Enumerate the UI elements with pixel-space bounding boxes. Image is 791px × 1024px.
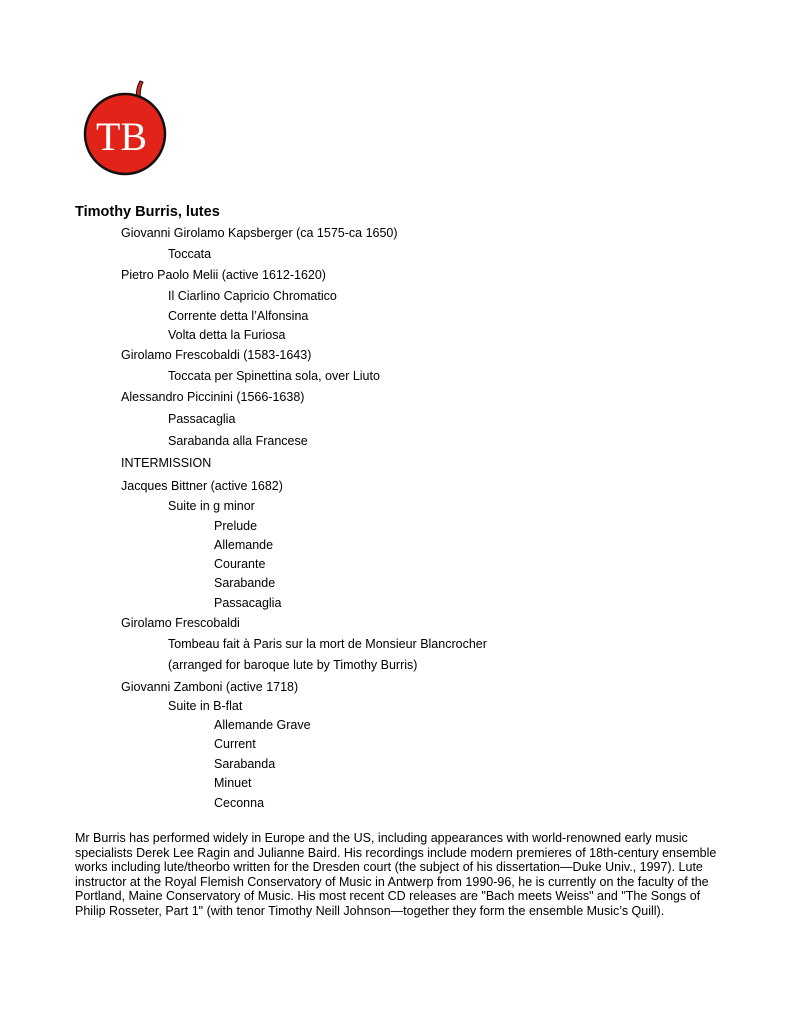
program-composer: Pietro Paolo Melii (active 1612-1620) — [121, 268, 326, 282]
program-work: Volta detta la Furiosa — [168, 328, 286, 342]
program-work: Suite in B-flat — [168, 699, 243, 713]
program-composer: Girolamo Frescobaldi (1583-1643) — [121, 348, 312, 362]
program-movement: Courante — [214, 557, 266, 571]
program-movement: Sarabande — [214, 576, 276, 590]
performer-bio: Mr Burris has performed widely in Europe and the US, including appearances with world-renowned early music specialists Derek Lee Ragin and Julianne Baird. His recordings include modern premieres of 18th-century ensemble works including lute/theorbo written for the Dresden court (the subject of his dissertation—Duke Univ., 1997). Lute instructor at the Royal Flemish Conservatory of Music in Antwerp from 1990-96, he is currently on the faculty of the Portland, Maine Conservatory of Music. His most recent CD releases are "Bach meets Weiss" and "The Songs of Philip Rosseter, Part 1" (with tenor Timothy Neill Johnson—together they form the ensemble Music’s Quill). — [75, 831, 717, 918]
program-work: Il Ciarlino Capricio Chromatico — [168, 289, 337, 303]
program-work: Sarabanda alla Francese — [168, 434, 308, 448]
program-work: Tombeau fait à Paris sur la mort de Monsieur Blancrocher — [168, 637, 487, 651]
program-work: (arranged for baroque lute by Timothy Burris) — [168, 658, 418, 672]
program-movement: Allemande — [214, 538, 274, 552]
program-composer: INTERMISSION — [121, 456, 212, 470]
program-movement: Current — [214, 737, 256, 751]
program-composer: Giovanni Girolamo Kapsberger (ca 1575-ca 1650) — [121, 226, 398, 240]
program-movement: Minuet — [214, 776, 252, 790]
program-work: Suite in g minor — [168, 499, 255, 513]
program-movement: Sarabanda — [214, 757, 276, 771]
tb-monogram-logo — [82, 76, 170, 180]
logo-graphic — [82, 76, 170, 180]
program-work: Passacaglia — [168, 412, 236, 426]
program-composer: Girolamo Frescobaldi — [121, 616, 240, 630]
program-work: Toccata per Spinettina sola, over Liuto — [168, 369, 380, 383]
program-composer: Giovanni Zamboni (active 1718) — [121, 680, 299, 694]
program-movement: Prelude — [214, 519, 258, 533]
program-composer: Alessandro Piccinini (1566-1638) — [121, 390, 305, 404]
logo-letters: TB — [96, 114, 148, 159]
page-title: Timothy Burris, lutes — [75, 204, 220, 220]
program-work: Corrente detta l’Alfonsina — [168, 309, 309, 323]
program-movement: Passacaglia — [214, 596, 282, 610]
program-composer: Jacques Bittner (active 1682) — [121, 479, 283, 493]
program-movement: Ceconna — [214, 796, 265, 810]
program-work: Toccata — [168, 247, 212, 261]
program-movement: Allemande Grave — [214, 718, 311, 732]
